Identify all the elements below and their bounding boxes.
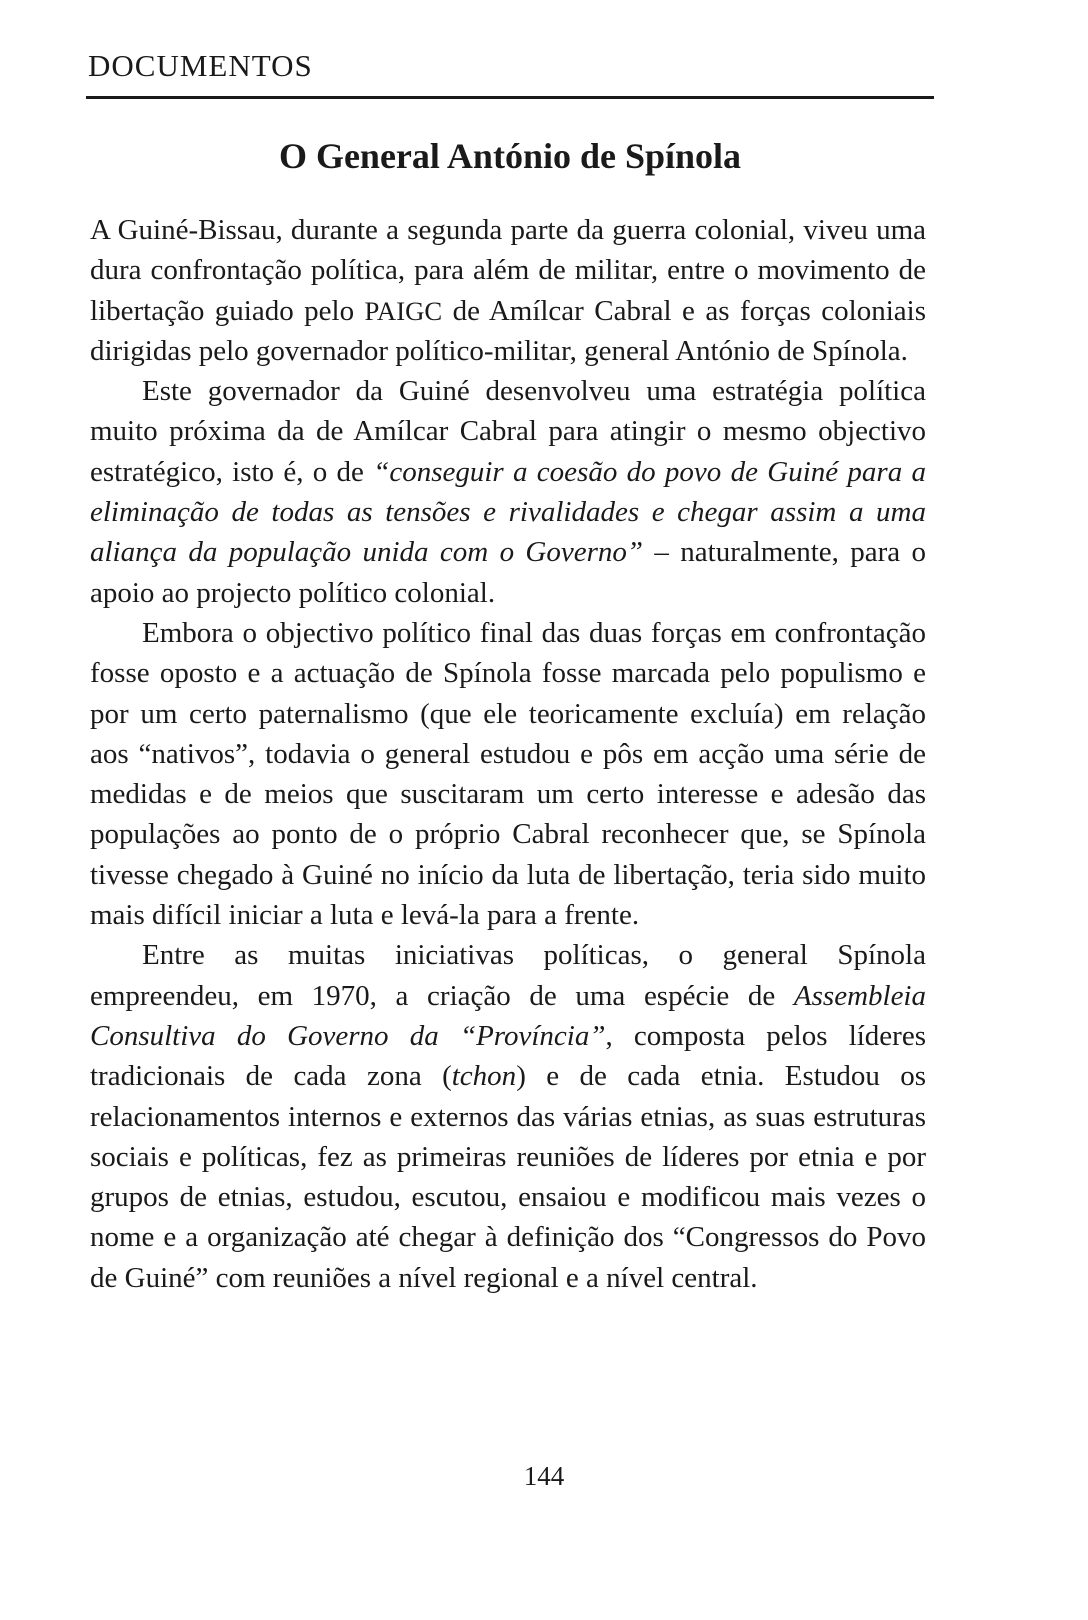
article-title: O General António de Spínola: [278, 136, 742, 176]
paragraph-4-text-c: ) e de cada etnia. Estudou os relacionamentos internos e externos das várias etnias, as suas estruturas sociais e políticas, fez as primeiras reuniões de líderes por etnia e por grupos de etnias, estudou, escutou, ensaiou e modificou mais vezes o nome e a organização até chegar à definição dos “Congressos do Povo de Guiné” com reuniões a nível regional e a nível central.: [90, 1060, 926, 1294]
paragraph-4-text-b: , composta pelos líderes tradicionais de cada zona (: [90, 1019, 926, 1093]
paragraph-3: Embora o objectivo político final das duas forças em confrontação fosse oposto e a actuação de Spínola fosse marcada pelo populismo e por um certo paternalismo (que ele teoricamente excluía) em relação aos “nativos”, todavia o general estudou e pôs em acção uma série de medidas e de meios que suscitaram um certo interesse e adesão das populações ao ponto de o próprio Cabral reconhecer que, se Spínola tivesse chegado à Guiné no início da luta de libertação, teria sido muito mais difícil iniciar a luta e levá-la para a frente.: [90, 616, 926, 932]
paragraph-4: [90, 935, 926, 1298]
assembly-name: Assembleia Consultiva do Governo da “Província”: [90, 979, 926, 1052]
paragraph-4-text-a: Entre as muitas iniciativas políticas, o general Spínola empreendeu, em 1970, a criação de uma espécie de: [90, 939, 926, 1012]
page-number: 144: [523, 1461, 565, 1491]
article-body: [90, 210, 926, 1298]
paigc-acronym: PAIGC: [364, 295, 443, 326]
tchon-term: tchon: [451, 1060, 517, 1093]
spinola-quote: “conseguir a coesão do povo de Guiné para a eliminação de todas as tensões e rivalidades e chegar assim a uma aliança da população unida com o Governo”: [90, 455, 926, 569]
paragraph-1-text-b: de Amílcar Cabral e as forças coloniais dirigidas pelo governador político-militar, general António de Spínola.: [90, 294, 926, 367]
running-head: DOCUMENTOS: [88, 48, 313, 83]
paragraph-1-text-a: A Guiné-Bissau, durante a segunda parte da guerra colonial, viveu uma dura confrontação política, para além de militar, entre o movimento de libertação guiado pelo: [90, 214, 926, 327]
paragraph-2: [90, 371, 926, 613]
header-rule: [86, 96, 934, 99]
paragraph-2-text-b: – naturalmente, para o apoio ao projecto político colonial.: [90, 536, 927, 609]
paragraph-1: [90, 210, 926, 371]
paragraph-2-text-a: Este governador da Guiné desenvolveu uma estratégia política muito próxima da de Amílcar Cabral para atingir o mesmo objectivo estratégico, isto é, o de: [90, 375, 926, 488]
